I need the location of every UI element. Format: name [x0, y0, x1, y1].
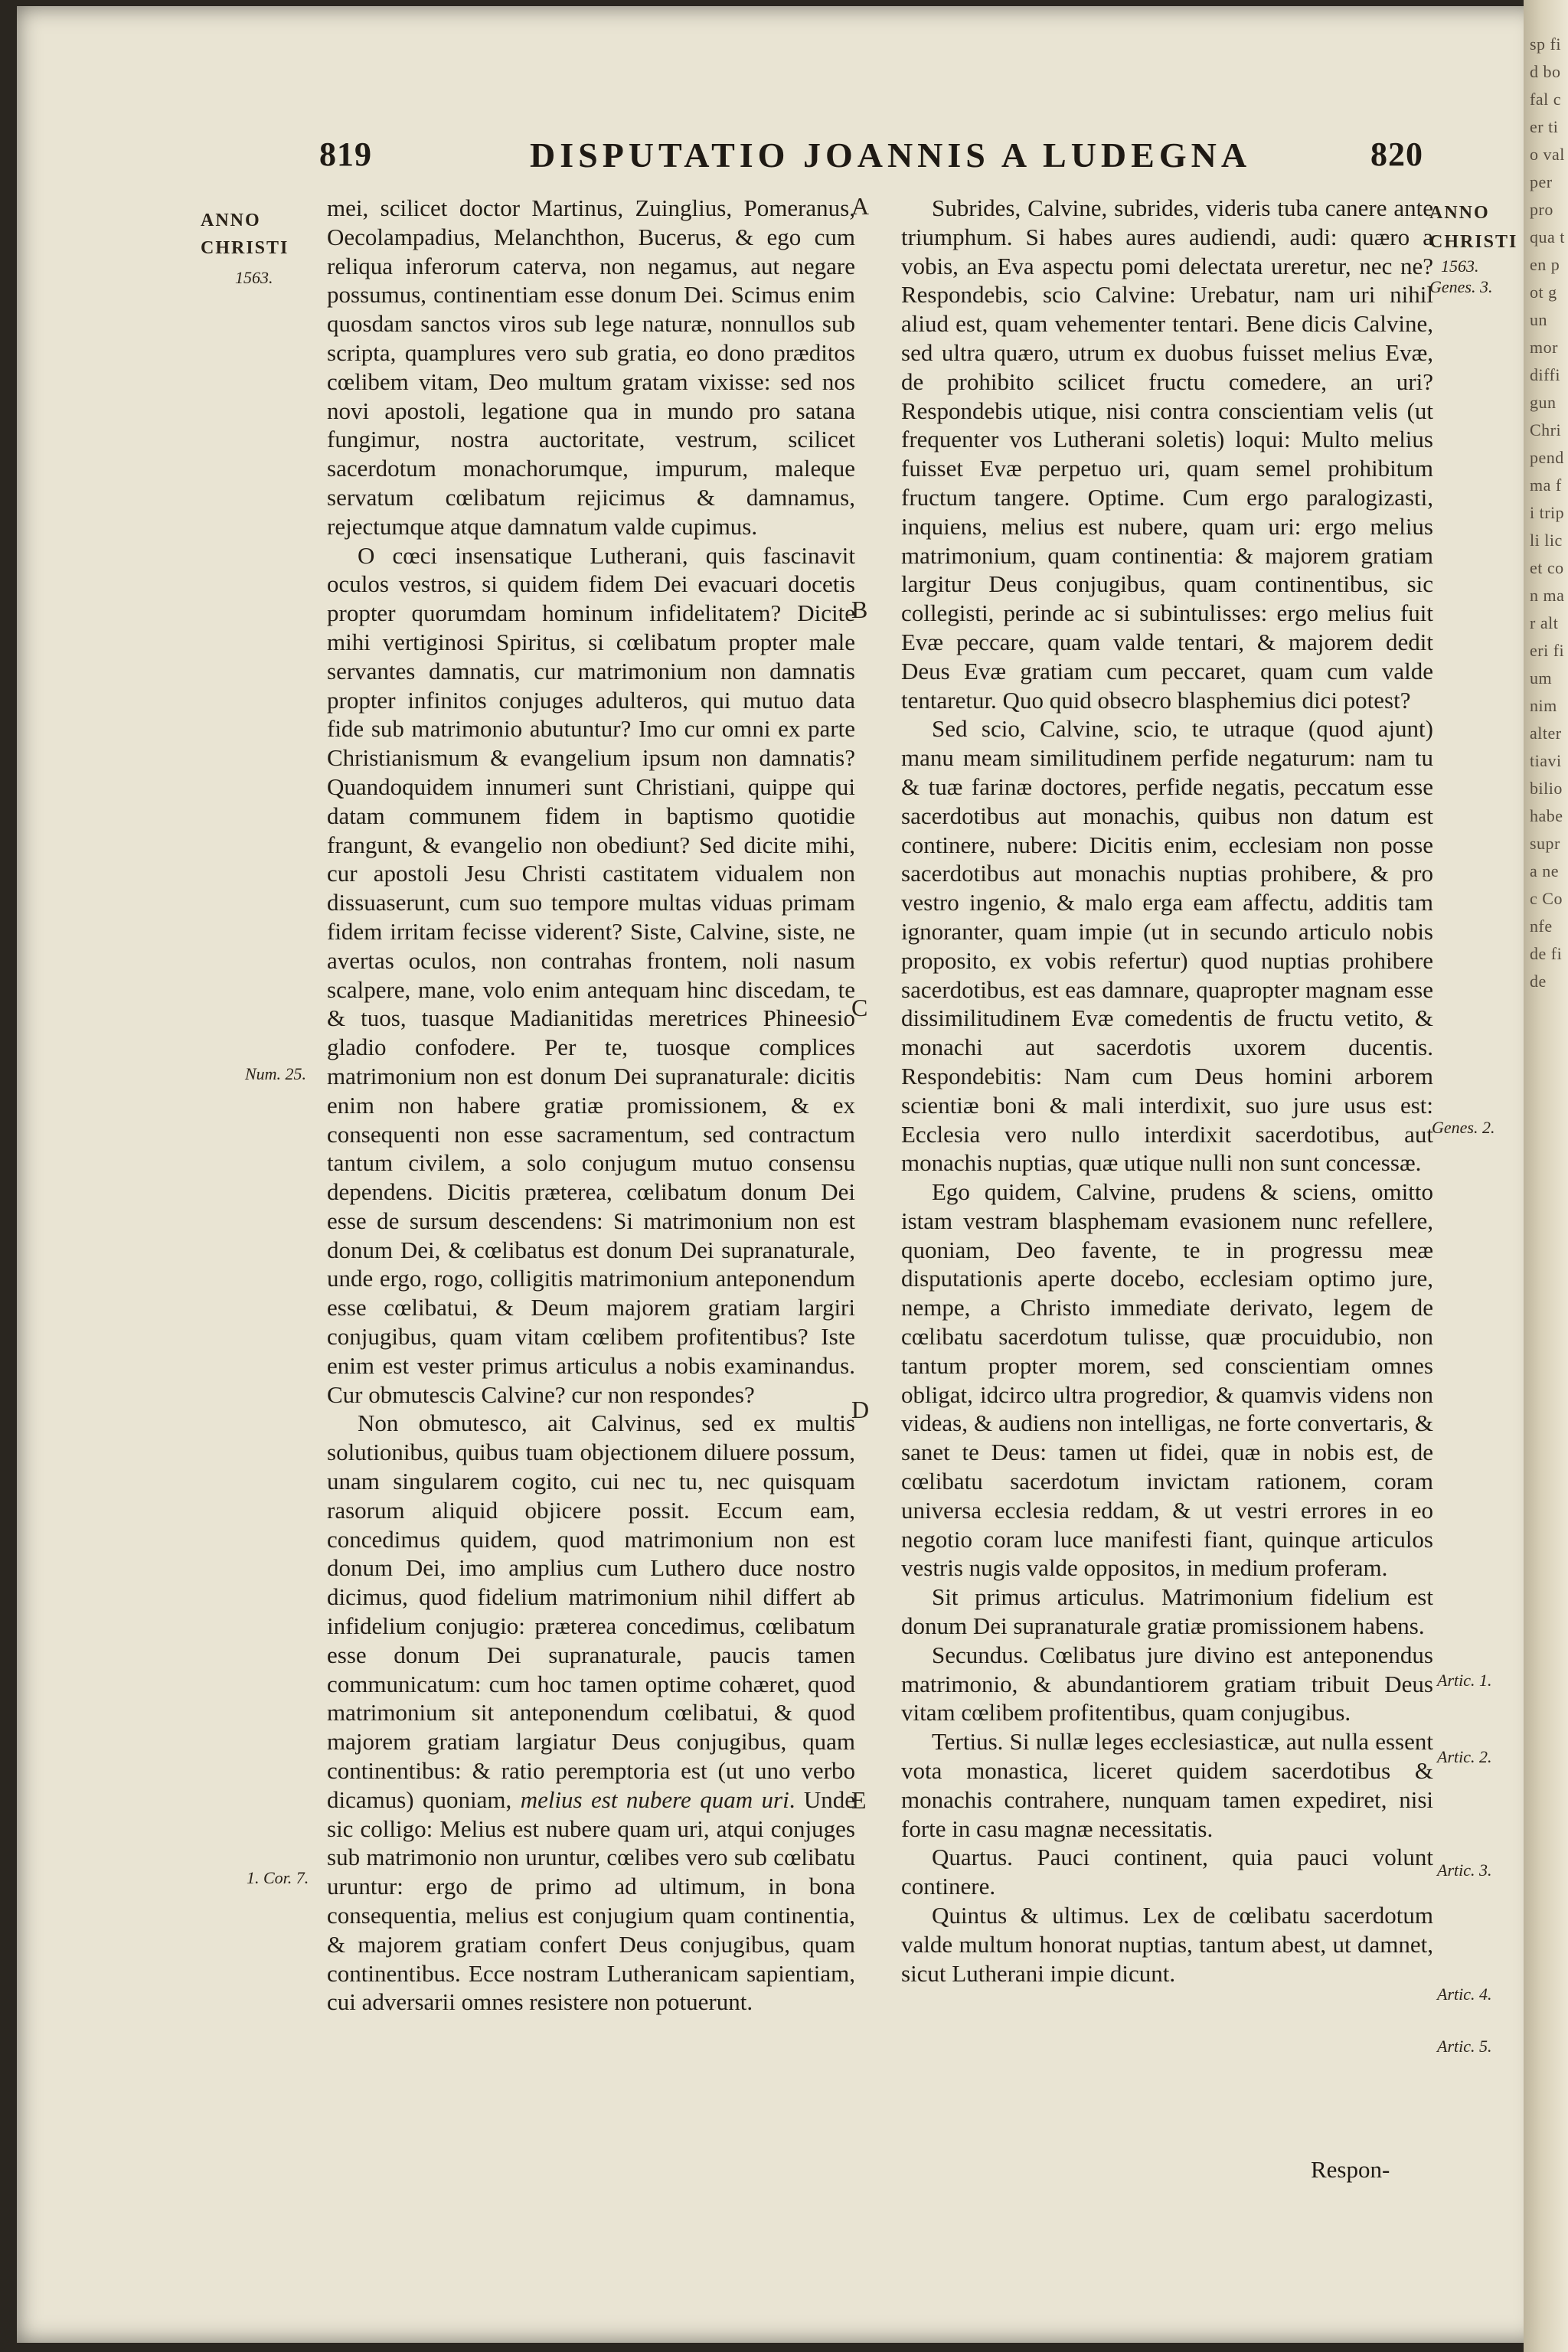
right-paragraph-3: Ego quidem, Calvine, prudens & sciens, omitto istam vestram blasphemam evasionem nunc refellere, quoniam, Deo favente, te in progressu meæ disputationis aperte docebo, ecclesiam optimo jure, nempe, a Christo immediate derivato, legem de cœlibatu sacerdotum tulisse, quæ procuidubio, non tantum propter morem, sed conscientiam omnes obligat, idcirco ultra progredior, & quamvis videns non videas, & audiens non intelligas, ne forte convertaris, & sanet te Deus: tamen ut fidei, quæ in nobis est, de cœlibatu sacerdotum invictam rationem, coram universa ecclesia reddam, & ut vestri errores in eo negotio coram luce manifesti fiant, quinque articulos vestris nugis valde oppositos, in medium proferam. [901, 1178, 1433, 1582]
right-paragraph-1: Subrides, Calvine, subrides, videris tuba canere ante triumphum. Si habes aures audiendi, audi: quæro a vobis, an Eva aspectu pomi delectata ureretur, nec ne? Respondebis, scio Calvine: Urebatur, nam uri nihil aliud est, quam vehementer tentari. Bene dicis Calvine, sed ultra quæro, utrum ex duobus fuisset melius Evæ, de prohibito scilicet fructu comedere, an uri? Respondebis utique, nisi contra conscientiam velis (ut frequenter vos Lutherani soletis) loqui: Multo melius fuisset Evæ perpetuo uri, quam semel prohibitum fructum tangere. Optime. Cum ergo paralogizasti, inquiens, melius est nubere, quam uri: ergo melius matrimonium, quam continentia: & majorem gratiam largitur Deus conjugibus, quam continentibus, sic collegisti, perinde ac si subintulisses: ergo melius fuit Evæ peccare, quam valde tentari, & majorem dedit Deus Evæ gratiam cum peccaret, quam cum valde tentaretur. Quo quid obsecro blasphemius dici potest? [901, 194, 1433, 714]
article-5: Quintus & ultimus. Lex de cœlibatu sacerdotum valde multum honorat nuptias, tantum abest, ut damnet, sicut Lutherani impie dicunt. [901, 1902, 1433, 1987]
section-letter-c: C [851, 994, 868, 1021]
margin-note-art1: Artic. 1. [1437, 1671, 1492, 1690]
margin-note-num: Num. 25. [245, 1064, 307, 1083]
article-3: Tertius. Si nullæ leges ecclesiasticæ, aut nulla essent vota monastica, liceret quidem sacerdotibus & monachis contrahere, nunquam tamen expediret, nisi forte in casu magnæ necessitatis. [901, 1728, 1433, 1842]
next-page-fragment: sp fid bo fal cer tio val per pro qua ten pot gun mor diffi gun Chri pend ma fi tripli licet con mar alteri fium nim alter tiavi bilio habe supra nec Confe de fide [1530, 34, 1565, 991]
margin-year-right: 1563. [1441, 256, 1479, 276]
article-1: Sit primus articulus. Matrimonium fidelium est donum Dei supranaturale gratiæ promissionem habens. [901, 1583, 1433, 1640]
scripture-quote: melius est nubere quam uri [520, 1785, 789, 1813]
right-paragraph-2: Sed scio, Calvine, scio, te utraque (quod ajunt) manu meam similitudinem perfide negaturum: nam tu & tuæ farinæ doctores, perfide negatis, peccatum esse sacerdotibus aut monachis, quibus non datum est continere, nubere: Dicitis enim, ecclesiam non posse sacerdotibus aut monachis nuptias prohibere, & pro vestro ingenio, & malo erga eam affectu, additis tam ignoranter, quam impie (ut in secundo articulo nobis proposito, ex vobis refertur) quod nuptias prohibere sacerdotibus, est eas damnare, quapropter magnam esse dissimilitudinem Evæ comedentis de fructu vetito, & monachi aut sacerdotis uxorem ducentis. Respondebitis: Nam cum Deus homini arborem scientiæ boni & mali interdixit, suo jure usus est: Ecclesia vero nullo interdixit sacerdotibus, aut monachis nuptias, quæ utique nulli non sunt concessæ. [901, 715, 1433, 1177]
page-number-left: 819 [319, 136, 372, 173]
margin-note-art4: Artic. 4. [1437, 1984, 1492, 2004]
right-text-column [901, 194, 1433, 1988]
catchword: Respon- [1311, 2156, 1390, 2183]
running-title: DISPUTATIO JOANNIS A LUDEGNA [530, 136, 1252, 175]
adjacent-page-edge [1524, 0, 1568, 2352]
margin-anno-left: ANNO [201, 211, 261, 230]
left-text-column [327, 194, 855, 2017]
article-2: Secundus. Cœlibatus jure divino est anteponendus matrimonio, & abundantiorem gratiam tribuit Deus vitam cœlibem profitentibus, quam conjugibus. [901, 1641, 1433, 1726]
article-4: Quartus. Pauci continent, quia pauci volunt continere. [901, 1844, 1433, 1900]
left-paragraph-3a: Non obmutesco, ait Calvinus, sed ex multis solutionibus, quibus tuam objectionem diluere possum, unam singularem cogito, cui nec tu, nec quisquam rasorum aliquid objicere possit. Eccum eam, concedimus quidem, quod matrimonium non est donum Dei, imo amplius cum Luthero duce nostro dicimus, quod fidelium matrimonium nihil differt ab infidelium conjugio: præterea concedimus, cœlibatum esse donum Dei supranaturale, paucis tamen communicatum: cum hoc tamen optime cohæret, quod matrimonium sit anteponendum cœlibatui, & quod majorem gratiam largiatur Deus conjugibus, quam continentibus: & ratio peremptoria est (ut uno verbo dicamus) quoniam, [327, 1410, 855, 1813]
margin-note-cor: 1. Cor. 7. [247, 1868, 309, 1887]
margin-note-art5: Artic. 5. [1437, 2037, 1492, 2056]
left-paragraph-3 [327, 1409, 855, 2017]
margin-note-art2: Artic. 2. [1437, 1747, 1492, 1766]
margin-christi-left: CHRISTI [201, 238, 289, 258]
page-number-right: 820 [1370, 136, 1423, 173]
margin-year-left: 1563. [235, 268, 273, 287]
section-letter-a: A [851, 192, 870, 220]
section-letter-b: B [851, 596, 868, 623]
left-paragraph-3b: . Unde sic colligo: Melius est nubere quam uri, atqui conjuges sub matrimonio non uruntur, cœlibes vero sub cœlibatu uruntur: ergo de primo ad ultimum, in bona consequentia, melius est conjugium quam continentia, & majorem gratiam confert Deus conjugibus, quam continentibus. Ecce nostram Lutheranicam sapientiam, cui adversarii omnes resistere non potuerunt. [327, 1785, 855, 2016]
margin-anno-right: ANNO [1429, 203, 1490, 223]
section-letter-e: E [851, 1786, 867, 1814]
margin-note-gen3: Genes. 3. [1429, 277, 1493, 296]
margin-christi-right: CHRISTI [1429, 232, 1518, 252]
section-letter-d: D [851, 1396, 870, 1423]
left-paragraph-2: O cœci insensatique Lutherani, quis fascinavit oculos vestros, si quidem fidem Dei evacuari docetis propter quorumdam hominum infidelitatem? Dicite mihi vertiginosi Spiritus, si cœlibatum propter male servantes damnatis, cur matrimonium non damnatis propter infinitos conjuges adulteros, qui mutuo data fide sub matrimonio abutuntur? Imo cur omni ex parte Christianismum & evangelium ipsum non damnatis? Quandoquidem innumeri sunt Christiani, quippe qui datam communem fidem in baptismo quotidie frangunt, & evangelio non obediunt? Sed dicite mihi, cur apostoli Jesu Christi castitatem vidualem non dissuaserunt, cum suo tempore multas viduas primam fidem irritam fecisse viderent? Siste, Calvine, siste, ne avertas oculos, non contrahas frontem, noli nasum scalpere, mane, volo enim antequam hinc discedam, te & tuos, tuasque Madianitidas meretrices Phineesio gladio confodere. Per te, tuosque complices matrimonium non est donum Dei supranaturale: dicitis enim non habere gratiæ promissionem, & ex consequenti non esse sacramentum, sed contractum tantum civilem, a solo conjugum mutuo consensu dependens. Dicitis præterea, cœlibatum donum Dei esse de sursum descendens: Si matrimonium non est donum Dei, & cœlibatus est donum Dei supranaturale, unde ergo, rogo, colligitis matrimonium anteponendum esse cœlibatui, & Deum majorem gratiam largiri conjugibus, quam vitam cœlibem profitentibus? Iste enim est vester primus articulus a nobis examinandus. Cur obmutescis Calvine? cur non respondes? [327, 541, 855, 1408]
left-paragraph-1: mei, scilicet doctor Martinus, Zuinglius, Pomeranus, Oecolampadius, Melanchthon, Bucerus, & ego cum reliqua inferorum caterva, non negamus, aut negare possumus, continentiam esse donum Dei. Scimus enim quosdam sanctos viros sub lege naturæ, nonnullos sub scripta, quamplures vero sub gratia, eo dono præditos cœlibem vitam, Deo multum gratam vixisse: sed nos novi apostoli, legatione qua in mundo pro satana fungimur, nostra auctoritate, vestrum, scilicet sacerdotum monachorumque, impurum, maleque servatum cœlibatum rejicimus & damnamus, rejectumque atque damnatum valde cupimus. [327, 194, 855, 540]
margin-note-gen2: Genes. 2. [1432, 1118, 1495, 1137]
margin-note-art3: Artic. 3. [1437, 1860, 1492, 1880]
book-page [17, 6, 1540, 2343]
